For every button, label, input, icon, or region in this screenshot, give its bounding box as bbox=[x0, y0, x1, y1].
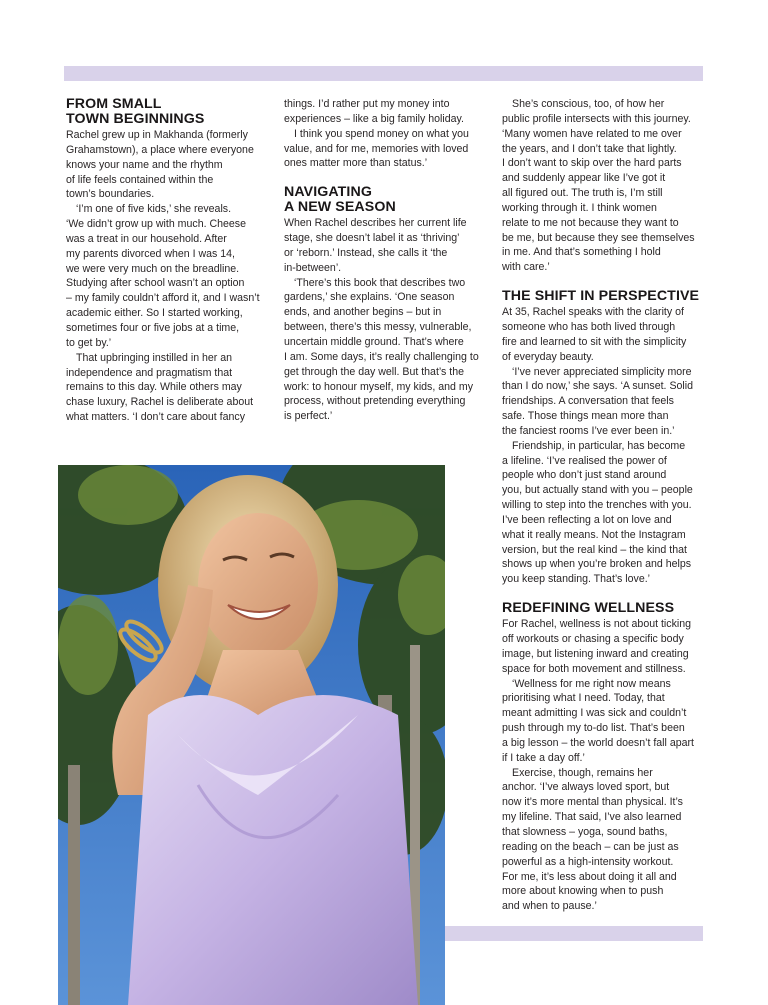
paragraph: Friendship, in particular, has become a lifeline. ‘I’ve realised the power of people who don’t just stand around you, but actually stand with you – people willing to step into the trenches with you. I’ve been reflecting a lot on love and what it really means. Not the Instagram version, but the real kind – the kind that shows up when you’re broken and helps you keep standing. That’s love.’ bbox=[502, 439, 693, 586]
paragraph: She’s conscious, too, of how her public profile intersects with this journey. ‘Many women have related to me over the years, and I don’t take that lightly. I don’t want to skip over the hard parts and suddenly appear like I’ve got it all figured out. The truth is, I’m still working through it. I think women relate to me not because they want to be me, but because they see themselves in me. And that’s something I hold with care.’ bbox=[502, 98, 695, 274]
paragraph: ‘I’m one of five kids,’ she reveals. ‘We didn’t grow up with much. Cheese was a treat in our household. After my parents divorced when I was 14, we were very much on the breadline. Studying after school wasn’t an option – my family couldn’t afford it, and I wasn’t academic either. So I started working, sometimes four or five jobs at a time, to get by.’ bbox=[66, 203, 260, 349]
paragraph: When Rachel describes her current life stage, she doesn’t label it as ‘thriving’ or ‘reborn.’ Instead, she calls it ‘the in-between’. bbox=[284, 217, 467, 274]
portrait-photo bbox=[58, 465, 445, 1005]
paragraph: That upbringing instilled in her an independence and pragmatism that remains to this day. While others may chase luxury, Rachel is deliberate about what matters. ‘I don’t care about fancy bbox=[66, 351, 254, 424]
paragraph: For Rachel, wellness is not about ticking off workouts or chasing a specific body image, but listening inward and creating space for both movement and stillness. bbox=[502, 618, 692, 675]
top-accent-band bbox=[64, 66, 703, 81]
paragraph: At 35, Rachel speaks with the clarity of someone who has both lived through fire and learned to sit with the simplicity of everyday beauty. bbox=[502, 306, 687, 363]
paragraph: Exercise, though, remains her anchor. ‘I’ve always loved sport, but now it’s more mental than physical. It’s my lifeline. That said, I’ve also learned that slowness – yoga, sound baths, reading on the beach – can be just as powerful as a high-intensity workout. For me, it’s less about doing it all and more about knowing when to push and when to pause.’ bbox=[502, 766, 683, 913]
heading-small-town: FROM SMALL TOWN BEGINNINGS bbox=[66, 96, 205, 127]
paragraph: things. I’d rather put my money into experiences – like a big family holiday. bbox=[284, 98, 464, 125]
paragraph: I think you spend money on what you value, and for me, memories with loved ones matter more than status.’ bbox=[284, 127, 469, 170]
heading-new-season: NAVIGATING A NEW SEASON bbox=[284, 184, 396, 216]
paragraph: Rachel grew up in Makhanda (formerly Grahamstown), a place where everyone knows your name and the rhythm of life feels contained within the town’s boundaries. bbox=[66, 129, 254, 201]
paragraph: ‘I’ve never appreciated simplicity more than I do now,’ she says. ‘A sunset. Solid friendships. A conversation that feels safe. Those things mean more than the fanciest rooms I’ve ever been in.’ bbox=[502, 365, 693, 437]
heading-perspective: THE SHIFT IN PERSPECTIVE bbox=[502, 288, 700, 305]
column-3 bbox=[502, 97, 703, 914]
portrait-illustration bbox=[58, 465, 445, 1005]
bottom-accent-band bbox=[445, 926, 703, 941]
paragraph: ‘There’s this book that describes two gardens,’ she explains. ‘One season ends, and another begins – but in between, there’s this messy, vulnerable, uncertain middle ground. That’s where I am. Some days, it’s really challenging to get through the day well. But that’s the work: to honour myself, my kids, and my process, without pretending everything is perfect.’ bbox=[284, 276, 479, 423]
column-2 bbox=[284, 97, 489, 424]
heading-wellness: REDEFINING WELLNESS bbox=[502, 600, 675, 617]
paragraph: ‘Wellness for me right now means prioritising what I need. Today, that meant admitting I was sick and couldn’t push through my to-do list. That’s been a big lesson – the world doesn’t fall apart if I take a day off.’ bbox=[502, 677, 694, 764]
column-1 bbox=[66, 97, 269, 425]
